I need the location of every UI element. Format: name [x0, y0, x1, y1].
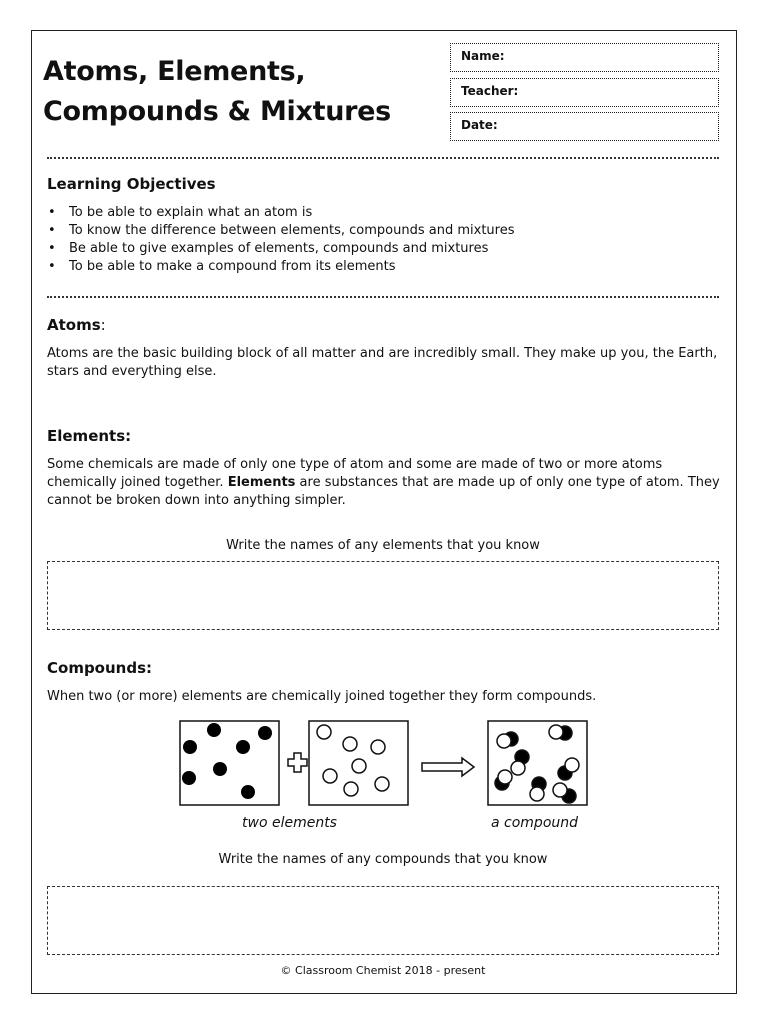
elements-text-bold: Elements — [227, 475, 296, 490]
divider-top — [47, 157, 719, 159]
elements-text — [47, 456, 727, 510]
divider-middle — [47, 296, 719, 298]
atoms-text: Atoms are the basic building block of all matter and are incredibly small. They make up you, the Earth, stars and everything else. — [47, 346, 718, 379]
title-line-2: Compounds & Mixtures — [43, 96, 391, 127]
objective-item: • Be able to give examples of elements, compounds and mixtures — [47, 240, 515, 258]
compounds-prompt: Write the names of any compounds that you know — [218, 852, 548, 867]
elements-text-before: Some chemicals are made of only one type of atom and some are made of two or more atoms chemically joined together. — [47, 457, 663, 490]
date-label: Date: — [461, 118, 498, 132]
objectives-list — [47, 204, 515, 276]
name-field[interactable] — [450, 43, 719, 72]
elements-heading: Elements: — [47, 427, 132, 445]
page-title — [43, 52, 391, 132]
caption-a-compound: a compound — [491, 815, 579, 831]
compounds-answer-box[interactable] — [47, 886, 719, 955]
caption-two-elements: two elements — [242, 815, 337, 831]
objectives-heading: Learning Objectives — [47, 175, 216, 193]
compounds-text: When two (or more) elements are chemically joined together they form compounds. — [47, 689, 597, 704]
objective-item: • To know the difference between elements, compounds and mixtures — [47, 222, 515, 240]
atoms-heading — [47, 316, 106, 334]
title-line-1: Atoms, Elements, — [43, 56, 306, 87]
atoms-heading-text: Atoms — [47, 316, 101, 334]
compounds-heading: Compounds: — [47, 659, 153, 677]
objective-item: • To be able to explain what an atom is — [47, 204, 515, 222]
elements-answer-box[interactable] — [47, 561, 719, 630]
elements-text-after: are substances that are made up of only one type of atom. They cannot be broken down into anything simpler. — [47, 475, 720, 508]
teacher-label: Teacher: — [461, 84, 519, 98]
elements-prompt: Write the names of any elements that you know — [226, 538, 540, 553]
atoms-heading-colon: : — [100, 316, 106, 334]
objective-item: • To be able to make a compound from its elements — [47, 258, 515, 276]
copyright-footer: © Classroom Chemist 2018 - present — [280, 964, 486, 977]
teacher-field[interactable] — [450, 78, 719, 107]
name-label: Name: — [461, 49, 505, 63]
date-field[interactable] — [450, 112, 719, 141]
